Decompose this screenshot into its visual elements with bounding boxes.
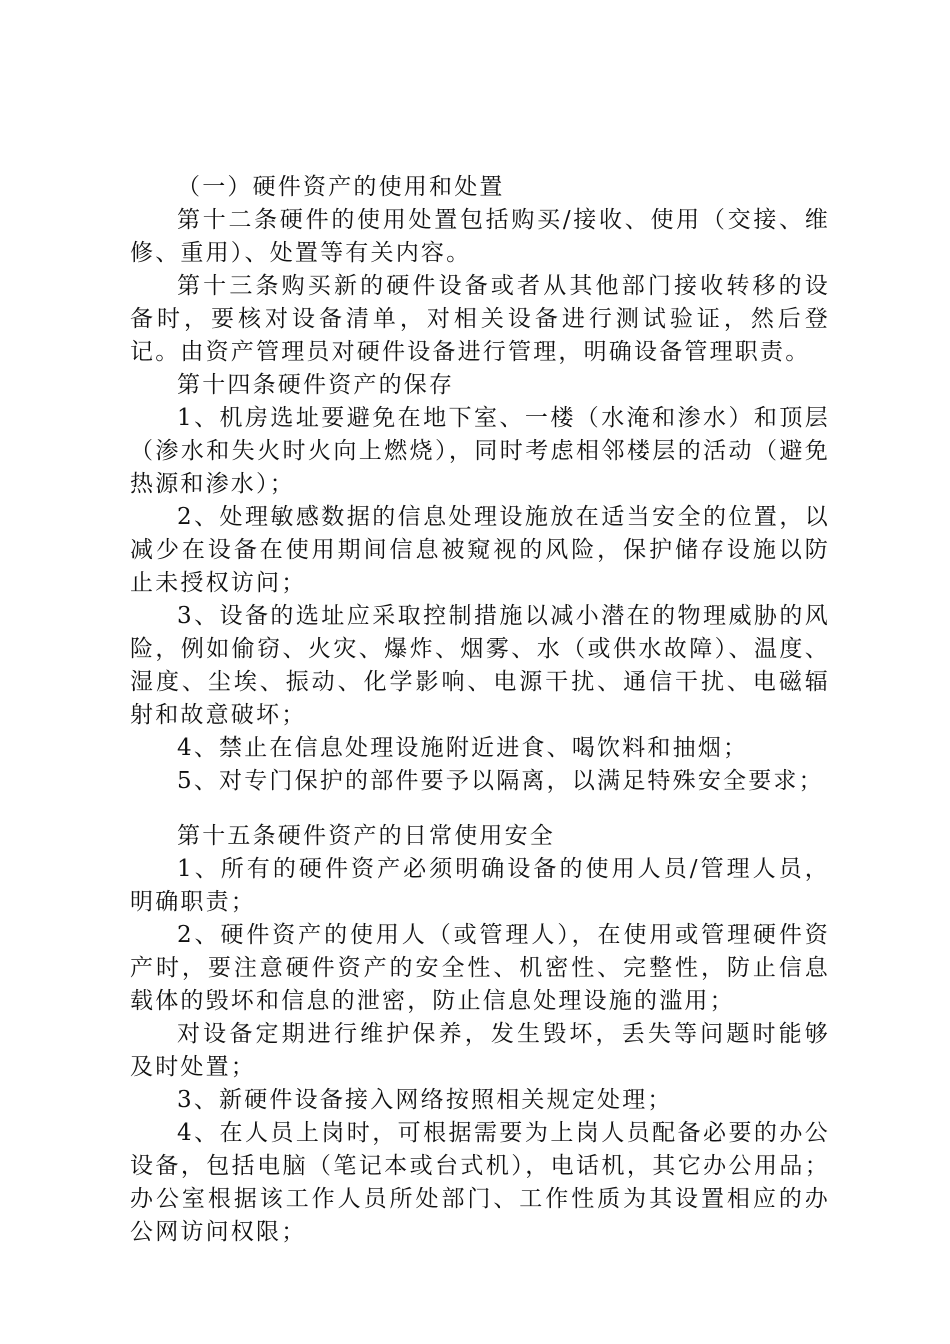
article-14-item-3: 3、设备的选址应采取控制措施以减小潜在的物理威胁的风险，例如偷窃、火灾、爆炸、烟雾、水（或供水故障）、温度、湿度、尘埃、振动、化学影响、电源干扰、通信干扰、电磁辐射和故意破坏； xyxy=(130,603,830,728)
article-12: 第十二条硬件的使用处置包括购买/接收、使用（交接、维修、重用）、处置等有关内容。 xyxy=(130,207,830,266)
article-14-heading: 第十四条硬件资产的保存 xyxy=(177,372,455,398)
article-15-item-4: 4、在人员上岗时，可根据需要为上岗人员配备必要的办公设备，包括电脑（笔记本或台式机），电话机，其它办公用品；办公室根据该工作人员所处部门、工作性质为其设置相应的办公网访问权限； xyxy=(130,1120,830,1245)
article-13: 第十三条购买新的硬件设备或者从其他部门接收转移的设备时，要核对设备清单，对相关设备进行测试验证，然后登记。由资产管理员对硬件设备进行管理，明确设备管理职责。 xyxy=(130,273,830,365)
article-15-item-1: 1、所有的硬件资产必须明确设备的使用人员/管理人员，明确职责； xyxy=(130,856,830,915)
document-body xyxy=(130,171,830,1249)
article-15-item-2: 2、硬件资产的使用人（或管理人），在使用或管理硬件资产时，要注意硬件资产的安全性、机密性、完整性，防止信息载体的毁坏和信息的泄密，防止信息处理设施的滥用； xyxy=(130,922,830,1014)
article-15-heading: 第十五条硬件资产的日常使用安全 xyxy=(177,823,555,849)
section-heading: （一）硬件资产的使用和处置 xyxy=(177,174,505,200)
article-14-item-1: 1、机房选址要避免在地下室、一楼（水淹和渗水）和顶层（渗水和失火时火向上燃烧），同时考虑相邻楼层的活动（避免热源和渗水）； xyxy=(130,405,830,497)
article-14-item-4: 4、禁止在信息处理设施附近进食、喝饮料和抽烟； xyxy=(177,735,749,761)
article-15-item-3: 3、新硬件设备接入网络按照相关规定处理； xyxy=(177,1087,673,1113)
article-15-maintenance: 对设备定期进行维护保养，发生毁坏，丢失等问题时能够及时处置； xyxy=(130,1021,830,1080)
article-14-item-2: 2、处理敏感数据的信息处理设施放在适当安全的位置，以减少在设备在使用期间信息被窥视的风险，保护储存设施以防止未授权访问； xyxy=(130,504,830,596)
paragraph-gap xyxy=(130,798,830,820)
article-14-item-5: 5、对专门保护的部件要予以隔离，以满足特殊安全要求； xyxy=(177,768,824,794)
